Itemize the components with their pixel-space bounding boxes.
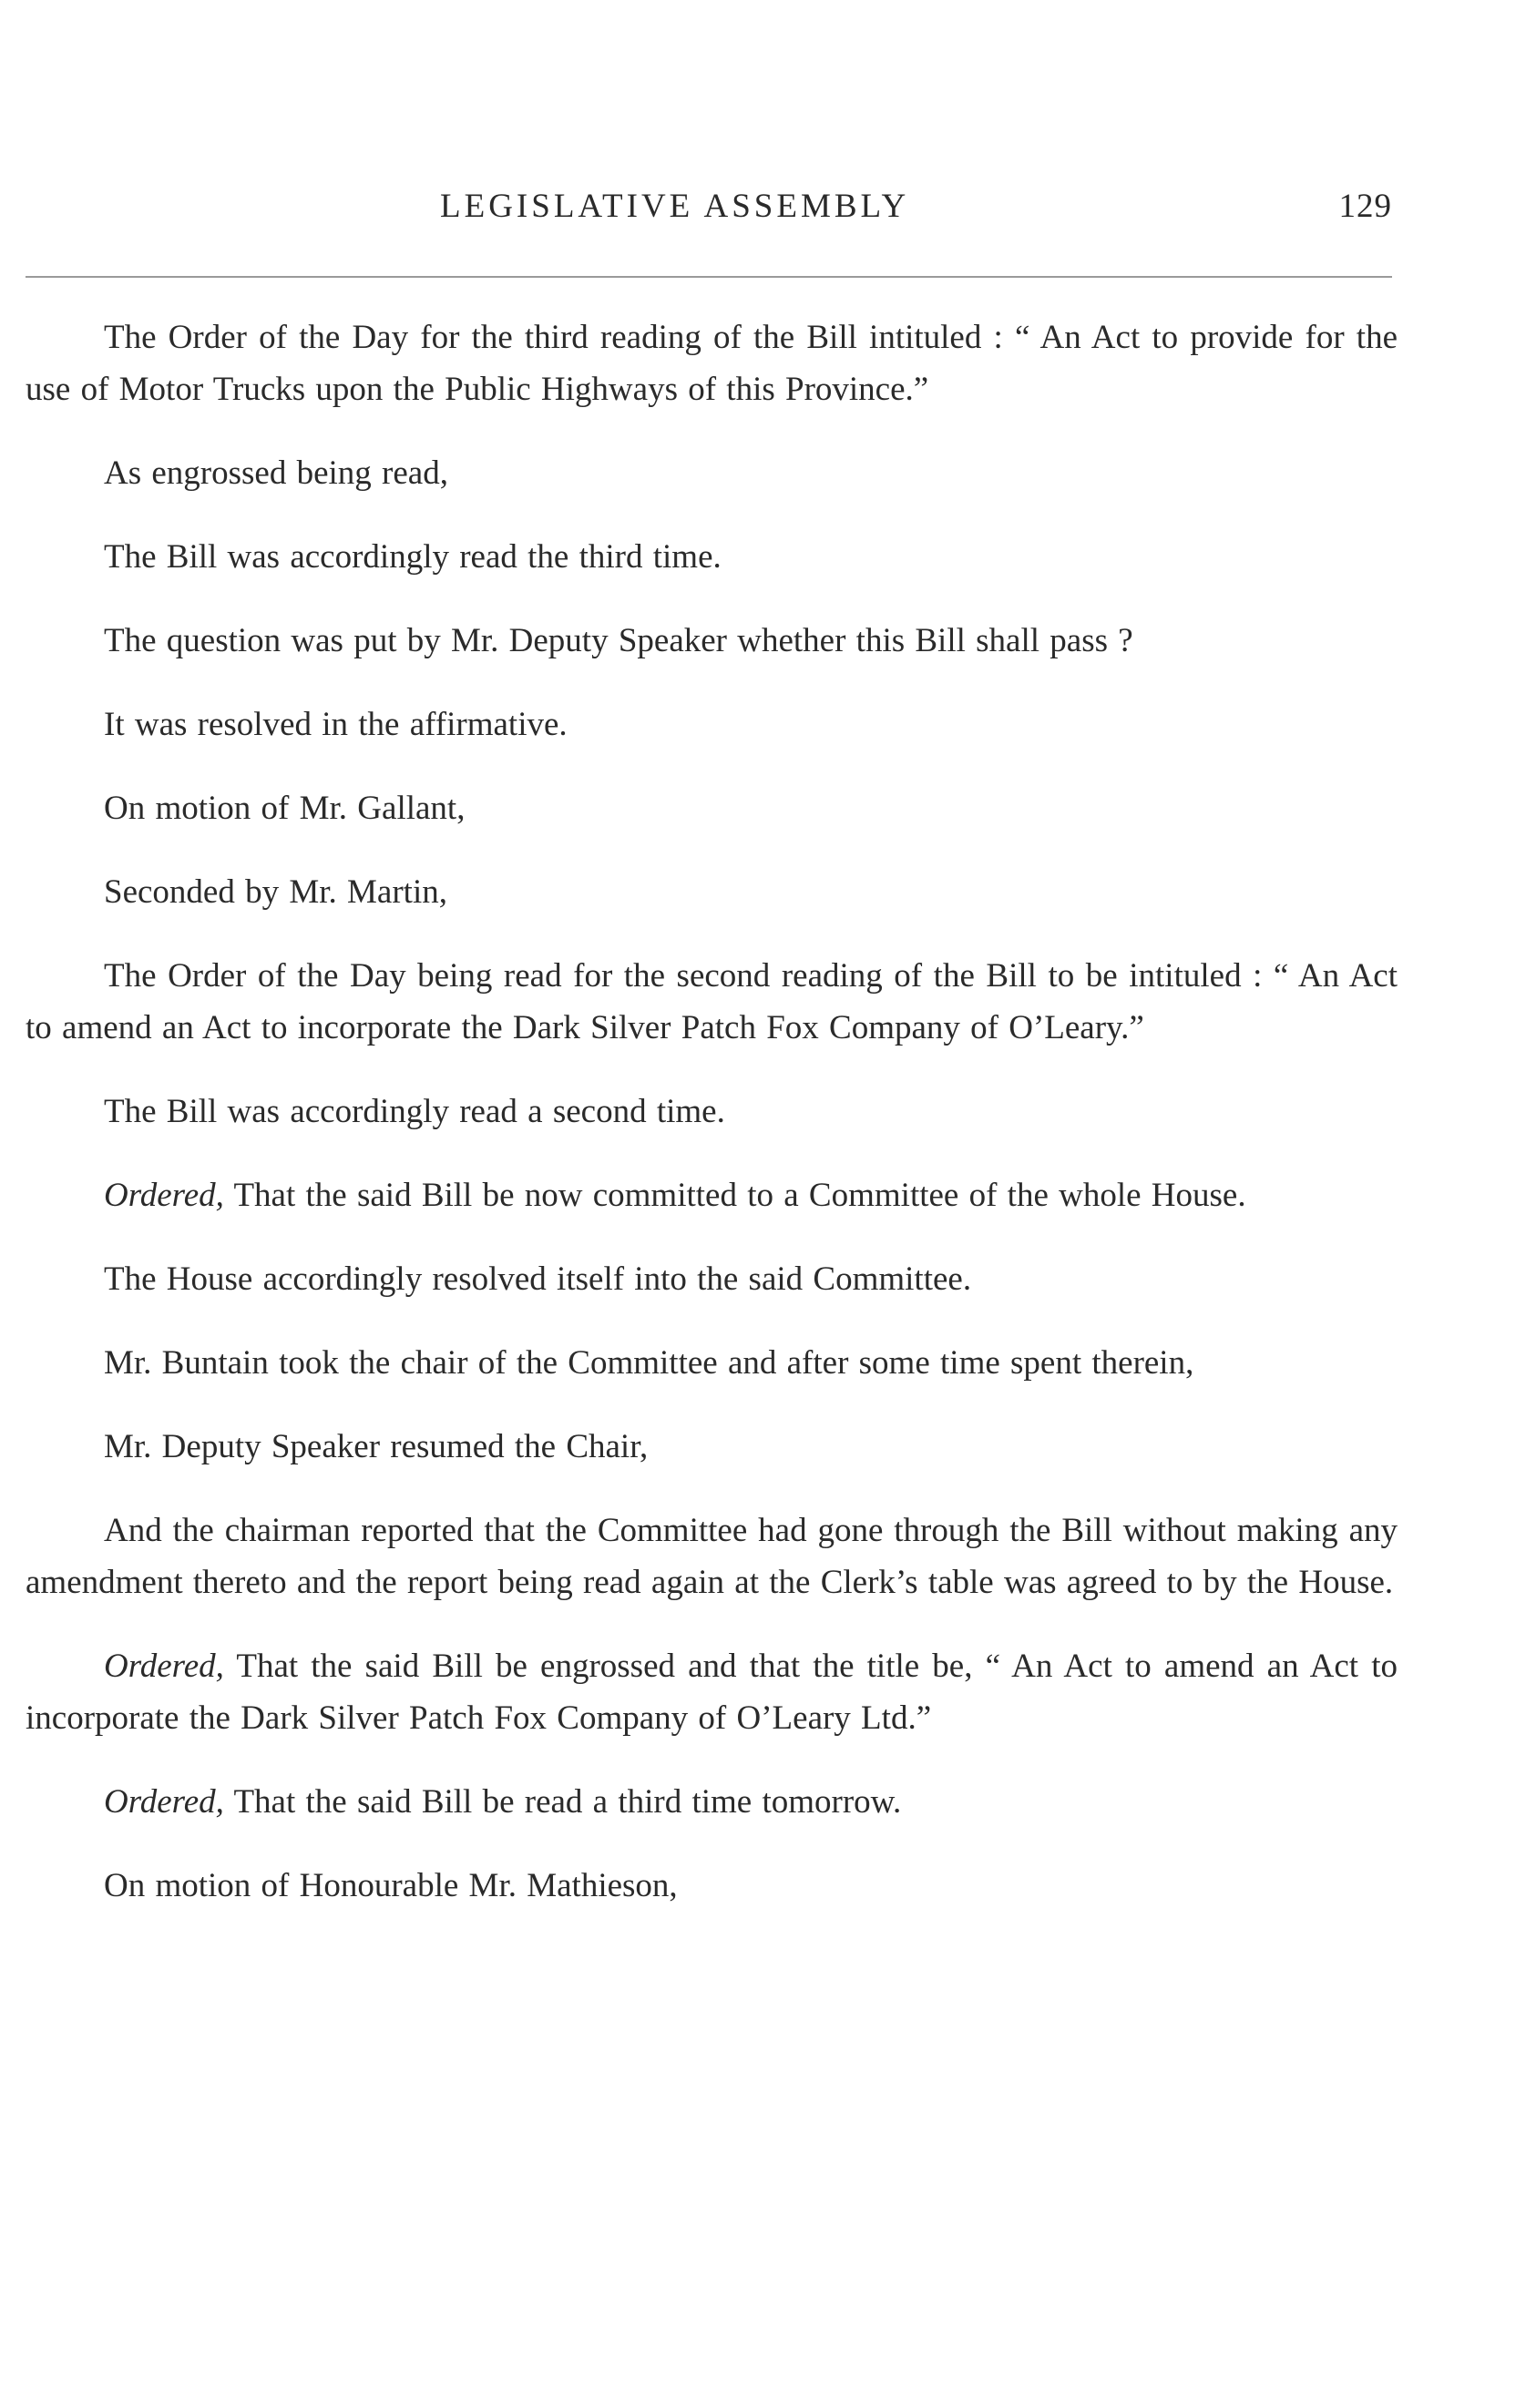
- paragraph-text: On motion of Mr. Gallant,: [104, 790, 466, 827]
- paragraph: [26, 866, 1398, 918]
- paragraph-lead: Ordered,: [104, 1648, 224, 1685]
- paragraph-text: That the said Bill be now committed to a Committee of the whole House.: [223, 1177, 1246, 1214]
- page-number: 129: [1338, 188, 1392, 225]
- paragraph-text: The House accordingly resolved itself into the said Committee.: [104, 1260, 972, 1298]
- paragraph-text: The Order of the Day being read for the second reading of the Bill to be intituled : “ An Act to amend an Act to incorporate the Dark Silver Patch Fox Company of O’Leary.”: [26, 957, 1398, 1046]
- paragraph: [26, 311, 1398, 415]
- paragraph: [26, 615, 1398, 667]
- body-text: [26, 311, 1398, 1912]
- paragraph: [26, 1086, 1398, 1138]
- paragraph-text: Mr. Buntain took the chair of the Committee and after some time spent therein,: [104, 1344, 1194, 1382]
- paragraph-text: The Order of the Day for the third reading of the Bill intituled : “ An Act to provide for the use of Motor Trucks upon the Public Highways of this Province.”: [26, 319, 1398, 408]
- paragraph-lead: Ordered,: [104, 1177, 224, 1214]
- paragraph: [26, 447, 1398, 499]
- paragraph-text: On motion of Honourable Mr. Mathieson,: [104, 1867, 678, 1904]
- running-head: [26, 187, 1392, 241]
- paragraph-text: And the chairman reported that the Committee had gone through the Bill without making any amendment thereto and the report being read again at the Clerk’s table was agreed to by the House.: [26, 1512, 1398, 1601]
- paragraph: [26, 1505, 1398, 1608]
- paragraph-lead: Ordered,: [104, 1783, 224, 1821]
- running-title: LEGISLATIVE ASSEMBLY: [440, 188, 910, 225]
- paragraph-text: The Bill was accordingly read a second time.: [104, 1093, 725, 1130]
- paragraph-text: The question was put by Mr. Deputy Speaker whether this Bill shall pass ?: [104, 622, 1133, 659]
- paragraph-text: That the said Bill be engrossed and that the title be, “ An Act to amend an Act to incorporate the Dark Silver Patch Fox Company of O’Leary Ltd.”: [26, 1648, 1398, 1737]
- paragraph: [26, 699, 1398, 750]
- paragraph-text: Seconded by Mr. Martin,: [104, 873, 447, 911]
- paragraph: [26, 1253, 1398, 1305]
- paragraph: [26, 1640, 1398, 1744]
- paragraph-text: That the said Bill be read a third time tomorrow.: [223, 1783, 902, 1821]
- paragraph: [26, 1169, 1398, 1221]
- paragraph: [26, 950, 1398, 1054]
- paragraph-text: Mr. Deputy Speaker resumed the Chair,: [104, 1428, 649, 1465]
- paragraph: [26, 1860, 1398, 1912]
- header-rule: [26, 276, 1392, 278]
- paragraph-text: The Bill was accordingly read the third time.: [104, 538, 722, 576]
- paragraph: [26, 1337, 1398, 1389]
- paragraph-text: It was resolved in the affirmative.: [104, 706, 568, 743]
- paragraph: [26, 1776, 1398, 1828]
- paragraph: [26, 1421, 1398, 1473]
- paragraph: [26, 531, 1398, 583]
- paragraph: [26, 782, 1398, 834]
- paragraph-text: As engrossed being read,: [104, 454, 448, 492]
